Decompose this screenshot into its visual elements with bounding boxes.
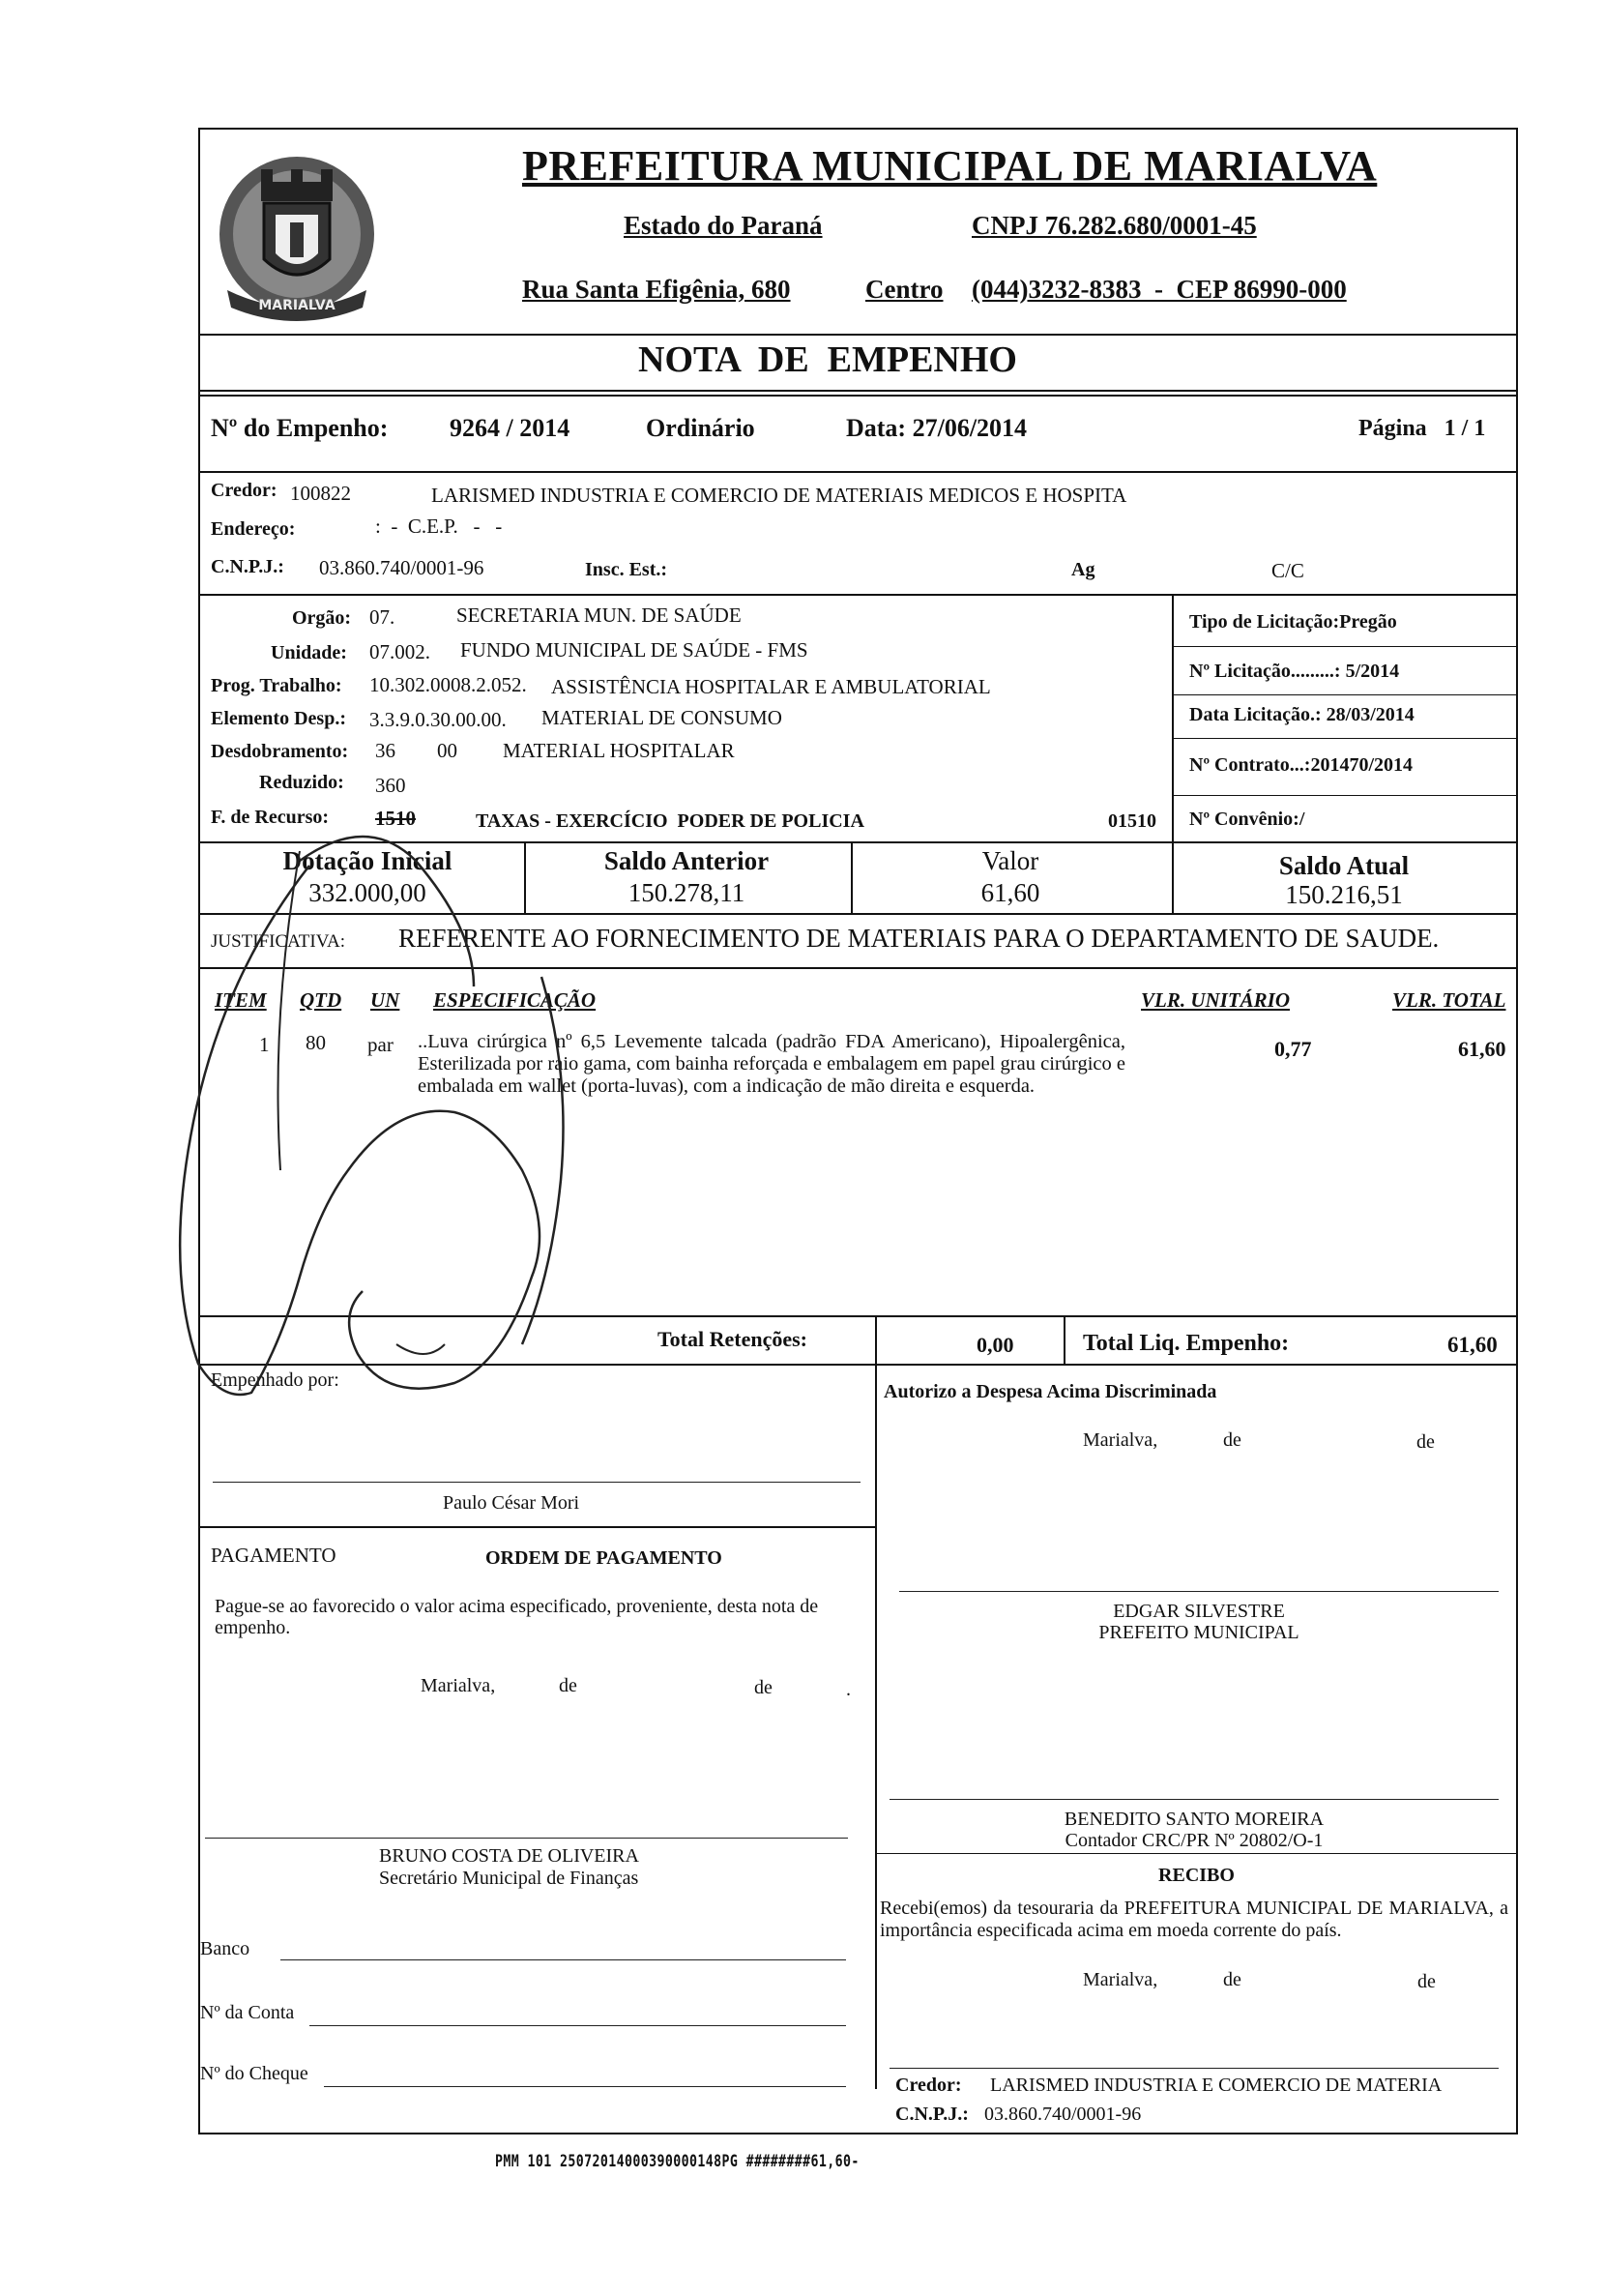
divider [1172, 694, 1518, 695]
credor-footer-cnpj-label: C.N.P.J.: [895, 2104, 969, 2125]
contador-name: BENEDITO SANTO MOREIRA [1064, 1809, 1325, 1830]
fonte-code: 1510 [375, 807, 416, 830]
empenhado-signer: Paulo César Mori [443, 1492, 580, 1514]
numero-licitacao: Nº Licitação.........: 5/2014 [1189, 661, 1400, 682]
unidade-name: FUNDO MUNICIPAL DE SAÚDE - FMS [460, 638, 808, 662]
pagamento-place: Marialva, [421, 1675, 496, 1696]
valor-label: Valor [981, 846, 1039, 875]
unidade-label: Unidade: [271, 642, 347, 663]
signature-line [890, 2068, 1499, 2069]
credor-label: Credor: [211, 480, 277, 501]
endereco-label: Endereço: [211, 518, 296, 540]
document-title: NOTA DE EMPENHO [638, 339, 1017, 380]
banco-field-line[interactable] [280, 1959, 846, 1960]
orgao-code: 07. [369, 605, 395, 629]
item-unit-price: 0,77 [1274, 1037, 1312, 1061]
signature-line [890, 1799, 1499, 1800]
divider [1064, 1315, 1065, 1364]
autorizo-text: Autorizo a Despesa Acima Discriminada [884, 1381, 1217, 1402]
recibo-place: Marialva, [1083, 1969, 1158, 1990]
dotacao-label: Dotação Inicial [282, 846, 452, 875]
divider [875, 1853, 1518, 1854]
desdobramento-name: MATERIAL HOSPITALAR [503, 739, 735, 762]
crest-banner-text: MARIALVA [258, 298, 336, 313]
pagamento-de-2: de [754, 1677, 773, 1698]
credor-code: 100822 [290, 482, 351, 505]
conta-label: Nº da Conta [200, 2002, 295, 2023]
divider [1172, 646, 1518, 647]
elemento-name: MATERIAL DE CONSUMO [541, 706, 782, 729]
divider [1172, 738, 1518, 739]
recibo-text: Recebi(emos) da tesouraria da PREFEITURA MUNICIPAL DE MARIALVA, a importância especificada acima em moeda corrente do país. [880, 1898, 1508, 1941]
divider [198, 395, 1518, 397]
col-total-header: VLR. TOTAL [1392, 988, 1506, 1012]
desdobramento-sub: 00 [437, 739, 457, 762]
desdobramento-label: Desdobramento: [211, 741, 349, 762]
cheque-label: Nº do Cheque [200, 2063, 308, 2084]
conta-field-line[interactable] [309, 2025, 846, 2026]
justificativa-label: JUSTIFICATIVA: [211, 931, 346, 952]
divider [1172, 594, 1174, 847]
credor-name: LARISMED INDUSTRIA E COMERCIO DE MATERIAIS MEDICOS E HOSPITA [431, 484, 1127, 507]
barcode-text: PMM 101 25072014000390000148PG ########61,60- [495, 2152, 860, 2171]
divider [198, 594, 1518, 596]
data-licitacao: Data Licitação.: 28/03/2014 [1189, 704, 1415, 725]
autorizo-de-1: de [1223, 1429, 1241, 1451]
pagamento-dot: . [846, 1679, 851, 1700]
col-un-header: UN [370, 988, 400, 1012]
prog-trabalho-code: 10.302.0008.2.052. [369, 673, 527, 696]
elemento-label: Elemento Desp.: [211, 708, 346, 729]
col-unit-header: VLR. UNITÁRIO [1141, 988, 1291, 1012]
retencoes-value: 0,00 [977, 1333, 1014, 1357]
divider [1172, 841, 1174, 913]
municipality-title: PREFEITURA MUNICIPAL DE MARIALVA [522, 142, 1378, 190]
reduzido-label: Reduzido: [259, 772, 344, 793]
prog-trabalho-name: ASSISTÊNCIA HOSPITALAR E AMBULATORIAL [551, 675, 991, 698]
saldo-atual-label: Saldo Atual [1278, 851, 1410, 880]
col-item-header: ITEM [215, 988, 267, 1012]
ag-label: Ag [1071, 559, 1095, 580]
cnpj-value: 03.860.740/0001-96 [319, 556, 484, 579]
prefeito-role: PREFEITO MUNICIPAL [1098, 1622, 1299, 1643]
insc-est-label: Insc. Est.: [585, 559, 668, 580]
municipal-crest [208, 145, 387, 324]
divider [875, 1315, 877, 1364]
tipo-licitacao: Tipo de Licitação:Pregão [1189, 611, 1397, 633]
valor-value: 61,60 [980, 878, 1040, 907]
divider [198, 471, 1518, 473]
divider [198, 334, 1518, 336]
col-qtd-header: QTD [300, 988, 342, 1012]
divider [198, 390, 1518, 392]
item-specification: ..Luva cirúrgica nº 6,5 Levemente talcada (padrão FDA Americano), Hipoalergênica, Esterilizada por raio gama, com bainha reforçada e embalagem em papel grau cirúrgico e embalada em wallet (porta-luvas), com a indicação de mão direita e esquerda. [418, 1031, 1125, 1097]
empenhado-label: Empenhado por: [211, 1369, 339, 1391]
total-liquido-value: 61,60 [1447, 1333, 1498, 1357]
address-district: Centro [865, 275, 944, 304]
page-indicator: Página 1 / 1 [1358, 416, 1486, 441]
pagamento-label: PAGAMENTO [211, 1544, 336, 1567]
cheque-field-line[interactable] [324, 2086, 846, 2087]
saldo-anterior-label: Saldo Anterior [603, 846, 770, 875]
saldo-anterior-value: 150.278,11 [627, 878, 745, 907]
item-total: 61,60 [1458, 1037, 1506, 1061]
secretario-name: BRUNO COSTA DE OLIVEIRA [379, 1845, 639, 1867]
prefeito-name: EDGAR SILVESTRE [1113, 1601, 1285, 1622]
divider [198, 1526, 875, 1528]
item-unit: par [367, 1033, 394, 1056]
endereco-value: : - C.E.P. - - [375, 515, 503, 538]
empenho-type: Ordinário [646, 414, 755, 442]
item-number: 1 [259, 1033, 270, 1056]
orgao-name: SECRETARIA MUN. DE SAÚDE [456, 603, 742, 627]
elemento-code: 3.3.9.0.30.00.00. [369, 708, 507, 731]
fonte-number: 01510 [1108, 810, 1156, 832]
recibo-de-1: de [1223, 1969, 1241, 1990]
signature-line [213, 1482, 861, 1483]
state-name: Estado do Paraná [624, 211, 823, 240]
retencoes-label: Total Retenções: [657, 1327, 807, 1351]
cnpj-label: C.N.P.J.: [211, 556, 284, 577]
prog-trabalho-label: Prog. Trabalho: [211, 675, 342, 696]
credor-footer-cnpj: 03.860.740/0001-96 [984, 2104, 1142, 2125]
empenho-label: Nº do Empenho: [211, 414, 389, 442]
banco-label: Banco [200, 1938, 250, 1959]
pagamento-text: Pague-se ao favorecido o valor acima especificado, proveniente, desta nota de empenho. [215, 1596, 819, 1638]
item-qty: 80 [306, 1031, 326, 1054]
empenho-number: 9264 / 2014 [450, 414, 570, 442]
fonte-name: TAXAS - EXERCÍCIO PODER DE POLICIA [476, 810, 864, 832]
secretario-role: Secretário Municipal de Finanças [379, 1868, 639, 1889]
cc-label: C/C [1271, 559, 1304, 582]
header-cnpj: CNPJ 76.282.680/0001-45 [972, 211, 1257, 240]
justificativa-text: REFERENTE AO FORNECIMENTO DE MATERIAIS PARA O DEPARTAMENTO DE SAUDE. [398, 924, 1440, 953]
numero-contrato: Nº Contrato...:201470/2014 [1189, 754, 1414, 776]
autorizo-de-2: de [1416, 1431, 1435, 1453]
signature-line [205, 1838, 848, 1839]
autorizo-place: Marialva, [1083, 1429, 1158, 1451]
unidade-code: 07.002. [369, 640, 430, 663]
pagamento-de-1: de [559, 1675, 577, 1696]
divider [851, 841, 853, 913]
divider [875, 1364, 877, 2089]
handwritten-signature [155, 822, 638, 1441]
recibo-title: RECIBO [1158, 1865, 1235, 1886]
divider [1172, 795, 1518, 796]
numero-convenio: Nº Convênio:/ [1189, 809, 1305, 830]
address-street: Rua Santa Efigênia, 680 [522, 275, 791, 304]
desdobramento-code: 36 [375, 739, 395, 762]
ordem-pagamento-label: ORDEM DE PAGAMENTO [485, 1547, 722, 1569]
total-liquido-label: Total Liq. Empenho: [1083, 1331, 1290, 1356]
address-phone-cep: (044)3232-8383 - CEP 86990-000 [972, 275, 1347, 304]
dotacao-value: 332.000,00 [308, 878, 426, 907]
signature-line [899, 1591, 1499, 1592]
col-spec-header: ESPECIFICAÇÃO [433, 988, 597, 1012]
fonte-label: F. de Recurso: [211, 807, 330, 828]
recibo-de-2: de [1417, 1971, 1436, 1992]
saldo-atual-value: 150.216,51 [1285, 880, 1403, 909]
orgao-label: Orgão: [292, 607, 352, 629]
credor-footer-label: Credor: [895, 2075, 962, 2096]
empenho-date: Data: 27/06/2014 [846, 414, 1028, 442]
contador-role: Contador CRC/PR Nº 20802/O-1 [1065, 1830, 1324, 1851]
credor-footer-name: LARISMED INDUSTRIA E COMERCIO DE MATERIA [990, 2075, 1443, 2096]
reduzido-value: 360 [375, 774, 406, 797]
